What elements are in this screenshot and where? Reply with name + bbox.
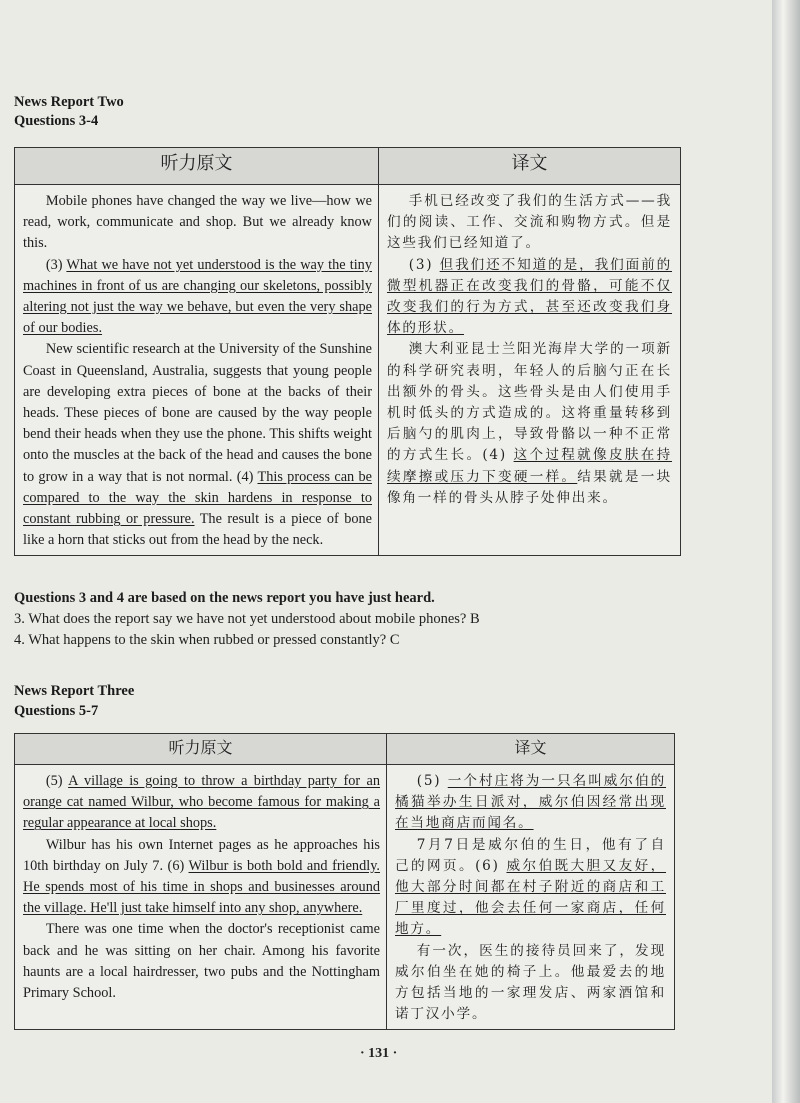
r3-zh-p1-underlined: 一个村庄将为一只名叫威尔伯的橘猫举办生日派对，威尔伯因经常出现在当地商店而闻名。 [395,773,667,832]
report3-col-translation: 译文 [387,734,675,765]
report2-english-text [15,185,379,556]
questions34-intro-text: Questions 3 and 4 are based on the news report you have just heard. [14,590,435,606]
r2-zh-p3 [387,339,672,509]
r2-en-p2-num: (3) [45,256,67,273]
r2-en-p3-underlined: This process can be compared to the way the skin hardens in response to constant rubbing or pressure. [23,468,372,528]
r2-en-p2 [23,255,372,340]
r3-en-p1-underlined: A village is going to throw a birthday party for an orange cat named Wilbur, who become famous for making a regular appearance at local shops. [23,773,380,832]
report3-chinese-text [387,765,675,1030]
r2-en-p2-underlined: What we have not yet understood is the way the tiny machines in front of us are changing our skeletons, possibly altering not just the way we behave, but even the very shape of our bodies. [23,256,372,337]
report2-questions: Questions 3-4 [14,113,99,129]
r3-en-p2-underlined: Wilbur is both bold and friendly. He spends most of his time in shops and businesses around the village. He'll just take himself into any shop, anywhere. [23,857,380,917]
r2-zh-p3-b: 结果就是一块像角一样的骨头从脖子处伸出来。 [387,468,672,506]
r2-zh-p3-underlined: 这个过程就像皮肤在持续摩擦或压力下变硬一样。 [387,447,673,485]
r3-en-p1 [23,771,380,835]
r3-zh-p3: 有一次，医生的接待员回来了，发现威尔伯坐在她的椅子上。他最爱去的地方包括当地的一家理发店、两家酒馆和诺丁汉小学。 [395,942,666,1023]
r2-zh-p2-underlined: 但我们还不知道的是，我们面前的微型机器正在改变我们的骨骼，可能不仅改变我们的行为方式，甚至还改变我们身体的形状。 [387,256,673,337]
report3-questions: Questions 5-7 [14,703,99,719]
report3-english-text [15,765,387,1030]
book-edge [772,0,800,1103]
page-number: · 131 · [360,1046,398,1061]
r3-zh-p2-a: 7月7日是威尔伯的生日，他有了自己的网页。(6) [395,836,666,874]
report2-table [14,147,681,556]
r2-en-p3-b: The result is a piece of bone like a horn that sticks out from the head by the neck. [23,511,372,549]
r3-en-p1-num: (5) [45,773,69,789]
report2-col-original: 听力原文 [15,148,379,185]
questions34-intro [14,588,435,608]
question-4: 4. What happens to the skin when rubbed or pressed constantly? C [14,632,400,648]
r2-zh-p2-num: (3) [408,256,440,273]
r3-zh-p1-num: (5) [416,773,448,789]
report2-col-translation: 译文 [379,148,681,185]
r2-en-p3 [23,339,372,551]
r2-zh-p3-a: 澳大利亚昆士兰阳光海岸大学的一项新的科学研究表明，年轻人的后脑勺正在长出额外的骨头。这些骨头是由人们使用手机时低头的方式造成的。这将重量转移到后脑勺的肌肉上，导致骨骼以一种不正常的方式生长。(4) [387,341,672,464]
r3-en-p3: There was one time when the doctor's receptionist came back and he was sitting on her chair. Among his favorite haunts are a local hairdresser, two pubs and the Nottingham Primary School. [23,921,380,1002]
report2-title: News Report Two [14,94,124,110]
r2-en-p1: Mobile phones have changed the way we live—how we read, work, communicate and shop. But we already know this. [23,193,372,252]
r2-en-p3-a: New scientific research at the University of the Sunshine Coast in Queensland, Australia, suggests that young people are developing extra pieces of bone at the backs of their heads. These pieces of bone are caused by the way people bend their heads when they use the phone. This shifts weight onto the muscles at the back of the head and causes the bone to grow in a way that is not normal. (4) [23,341,372,485]
r3-zh-p2-underlined: 威尔伯既大胆又友好，他大部分时间都在村子附近的商店和工厂里度过，他会去任何一家商店，任何地方。 [395,857,667,938]
report3-table [14,733,675,1030]
r3-zh-p1 [395,771,666,835]
r2-zh-p1: 手机已经改变了我们的生活方式——我们的阅读、工作、交流和购物方式。但是这些我们已经知道了。 [387,193,672,252]
report3-title: News Report Three [14,683,135,699]
r3-en-p2-a: Wilbur has his own Internet pages as he approaches his 10th birthday on July 7. (6) [23,836,380,874]
report3-col-original: 听力原文 [15,734,387,765]
r3-en-p2 [23,835,380,920]
report2-chinese-text [379,185,681,556]
question-3: 3. What does the report say we have not yet understood about mobile phones? B [14,611,480,627]
r2-zh-p2 [387,255,672,340]
r3-zh-p2 [395,835,666,941]
